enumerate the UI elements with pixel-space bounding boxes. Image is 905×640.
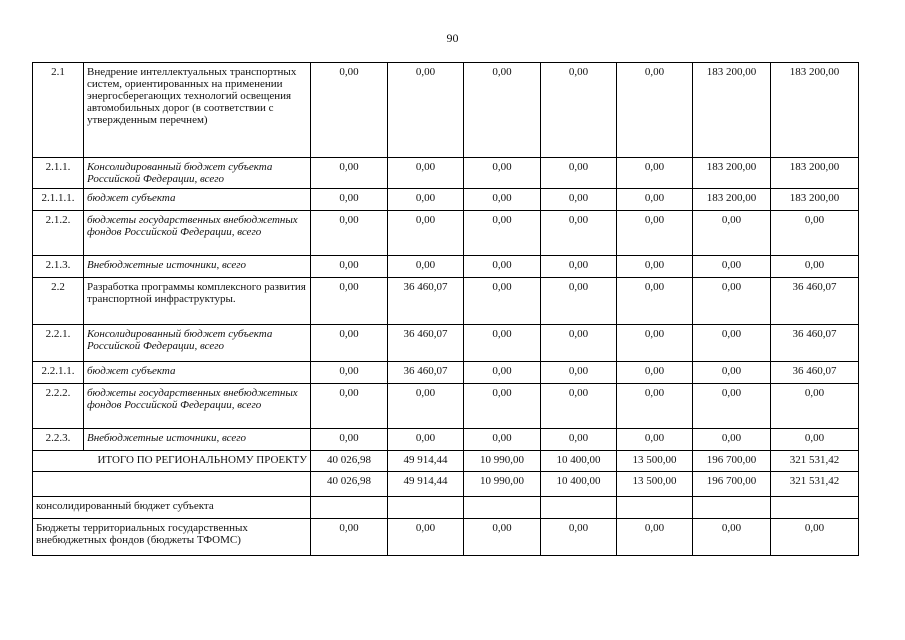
total-repeat-row bbox=[33, 472, 859, 497]
value-cell: 36 460,07 bbox=[388, 278, 464, 325]
value-cell: 0,00 bbox=[388, 189, 464, 211]
value-cell: 36 460,07 bbox=[771, 278, 859, 325]
value-cell: 0,00 bbox=[541, 384, 617, 429]
value-cell: 0,00 bbox=[464, 189, 541, 211]
row-name: Разработка программы комплексного развития транспортной инфраструктуры. bbox=[84, 278, 311, 325]
value-cell: 36 460,07 bbox=[388, 362, 464, 384]
total-value: 40 026,98 bbox=[311, 451, 388, 472]
value-cell: 0,00 bbox=[311, 362, 388, 384]
total-value: 10 400,00 bbox=[541, 451, 617, 472]
value-cell: 0,00 bbox=[311, 189, 388, 211]
value-cell: 36 460,07 bbox=[771, 325, 859, 362]
value-cell: 0,00 bbox=[541, 189, 617, 211]
value-cell: 0,00 bbox=[388, 429, 464, 451]
row-name: бюджет субъекта bbox=[84, 189, 311, 211]
row-number: 2.1 bbox=[33, 63, 84, 158]
value-cell: 0,00 bbox=[311, 325, 388, 362]
value-cell: 0,00 bbox=[541, 256, 617, 278]
row-number: 2.1.1.1. bbox=[33, 189, 84, 211]
value-cell: 0,00 bbox=[388, 63, 464, 158]
value-cell: 0,00 bbox=[617, 362, 693, 384]
value-cell: 0,00 bbox=[311, 384, 388, 429]
total-value: 40 026,98 bbox=[311, 472, 388, 497]
value-cell: 0,00 bbox=[693, 325, 771, 362]
row-name: Внебюджетные источники, всего bbox=[84, 256, 311, 278]
value-cell: 0,00 bbox=[617, 384, 693, 429]
value-cell: 0,00 bbox=[693, 256, 771, 278]
value-cell: 183 200,00 bbox=[693, 63, 771, 158]
value-cell: 0,00 bbox=[541, 325, 617, 362]
value-cell: 0,00 bbox=[541, 63, 617, 158]
table-row bbox=[33, 429, 859, 451]
row-number: 2.2.1. bbox=[33, 325, 84, 362]
total-row bbox=[33, 451, 859, 472]
empty-cell bbox=[541, 497, 617, 519]
value-cell: 0,00 bbox=[311, 278, 388, 325]
value-cell: 0,00 bbox=[464, 362, 541, 384]
row-name: бюджеты государственных внебюджетных фондов Российской Федерации, всего bbox=[84, 384, 311, 429]
total-value: 13 500,00 bbox=[617, 451, 693, 472]
value-cell: 0,00 bbox=[464, 278, 541, 325]
row-number: 2.2.2. bbox=[33, 384, 84, 429]
table-row bbox=[33, 278, 859, 325]
empty-cell bbox=[464, 497, 541, 519]
total-value: 196 700,00 bbox=[693, 472, 771, 497]
value-cell: 0,00 bbox=[311, 211, 388, 256]
value-cell: 0,00 bbox=[771, 384, 859, 429]
table-row bbox=[33, 63, 859, 158]
table-row bbox=[33, 362, 859, 384]
row-number: 2.2.3. bbox=[33, 429, 84, 451]
empty-cell bbox=[388, 497, 464, 519]
value-cell: 0,00 bbox=[541, 429, 617, 451]
value-cell: 0,00 bbox=[693, 519, 771, 556]
value-cell: 0,00 bbox=[771, 256, 859, 278]
value-cell: 0,00 bbox=[617, 256, 693, 278]
value-cell: 0,00 bbox=[617, 211, 693, 256]
table-row bbox=[33, 211, 859, 256]
value-cell: 0,00 bbox=[541, 362, 617, 384]
value-cell: 0,00 bbox=[311, 429, 388, 451]
total-value: 49 914,44 bbox=[388, 472, 464, 497]
value-cell: 0,00 bbox=[388, 158, 464, 189]
value-cell: 36 460,07 bbox=[388, 325, 464, 362]
empty-cell bbox=[617, 497, 693, 519]
total-value: 10 990,00 bbox=[464, 472, 541, 497]
total-value: 10 990,00 bbox=[464, 451, 541, 472]
value-cell: 0,00 bbox=[617, 429, 693, 451]
row-name: бюджет субъекта bbox=[84, 362, 311, 384]
consolidated-label: консолидированный бюджет субъекта bbox=[33, 497, 311, 519]
value-cell: 0,00 bbox=[693, 362, 771, 384]
table-row bbox=[33, 384, 859, 429]
value-cell: 183 200,00 bbox=[693, 189, 771, 211]
row-number: 2.2 bbox=[33, 278, 84, 325]
value-cell: 0,00 bbox=[617, 325, 693, 362]
total-value: 10 400,00 bbox=[541, 472, 617, 497]
total-value: 49 914,44 bbox=[388, 451, 464, 472]
empty-cell bbox=[693, 497, 771, 519]
value-cell: 0,00 bbox=[464, 256, 541, 278]
value-cell: 0,00 bbox=[617, 158, 693, 189]
value-cell: 36 460,07 bbox=[771, 362, 859, 384]
value-cell: 0,00 bbox=[388, 211, 464, 256]
empty-cell bbox=[311, 497, 388, 519]
value-cell: 0,00 bbox=[388, 384, 464, 429]
value-cell: 0,00 bbox=[693, 384, 771, 429]
value-cell: 0,00 bbox=[617, 63, 693, 158]
total-value: 321 531,42 bbox=[771, 472, 859, 497]
value-cell: 0,00 bbox=[771, 519, 859, 556]
row-number: 2.2.1.1. bbox=[33, 362, 84, 384]
row-name: Консолидированный бюджет субъекта Российской Федерации, всего bbox=[84, 325, 311, 362]
page-number: 90 bbox=[446, 31, 459, 45]
value-cell: 0,00 bbox=[388, 256, 464, 278]
total-value: 13 500,00 bbox=[617, 472, 693, 497]
value-cell: 0,00 bbox=[311, 256, 388, 278]
consolidated-row bbox=[33, 497, 859, 519]
value-cell: 0,00 bbox=[464, 63, 541, 158]
row-name: Консолидированный бюджет субъекта Российской Федерации, всего bbox=[84, 158, 311, 189]
empty-label-cell bbox=[33, 472, 311, 497]
tfoms-label: Бюджеты территориальных государственных внебюджетных фондов (бюджеты ТФОМС) bbox=[33, 519, 311, 556]
table-row bbox=[33, 325, 859, 362]
value-cell: 0,00 bbox=[311, 158, 388, 189]
row-number: 2.1.1. bbox=[33, 158, 84, 189]
row-number: 2.1.2. bbox=[33, 211, 84, 256]
row-name: Внедрение интеллектуальных транспортных систем, ориентированных на применении энергосберегающих технологий освещения автомобильных дорог (в соответствии с утвержденным перечнем) bbox=[84, 63, 311, 158]
value-cell: 0,00 bbox=[617, 519, 693, 556]
budget-table bbox=[32, 62, 859, 556]
value-cell: 0,00 bbox=[693, 429, 771, 451]
row-number: 2.1.3. bbox=[33, 256, 84, 278]
value-cell: 183 200,00 bbox=[693, 158, 771, 189]
value-cell: 183 200,00 bbox=[771, 63, 859, 158]
total-value: 321 531,42 bbox=[771, 451, 859, 472]
value-cell: 0,00 bbox=[541, 211, 617, 256]
value-cell: 0,00 bbox=[311, 519, 388, 556]
value-cell: 0,00 bbox=[388, 519, 464, 556]
table-row bbox=[33, 158, 859, 189]
value-cell: 0,00 bbox=[771, 211, 859, 256]
value-cell: 0,00 bbox=[617, 189, 693, 211]
value-cell: 0,00 bbox=[541, 158, 617, 189]
value-cell: 0,00 bbox=[541, 519, 617, 556]
value-cell: 0,00 bbox=[541, 278, 617, 325]
value-cell: 183 200,00 bbox=[771, 189, 859, 211]
total-label: ИТОГО ПО РЕГИОНАЛЬНОМУ ПРОЕКТУ bbox=[33, 451, 311, 472]
value-cell: 0,00 bbox=[311, 63, 388, 158]
value-cell: 0,00 bbox=[464, 211, 541, 256]
value-cell: 0,00 bbox=[693, 278, 771, 325]
row-name: Внебюджетные источники, всего bbox=[84, 429, 311, 451]
value-cell: 0,00 bbox=[464, 519, 541, 556]
value-cell: 183 200,00 bbox=[771, 158, 859, 189]
value-cell: 0,00 bbox=[464, 384, 541, 429]
value-cell: 0,00 bbox=[464, 429, 541, 451]
value-cell: 0,00 bbox=[771, 429, 859, 451]
value-cell: 0,00 bbox=[693, 211, 771, 256]
table-row bbox=[33, 256, 859, 278]
tfoms-row bbox=[33, 519, 859, 556]
empty-cell bbox=[771, 497, 859, 519]
value-cell: 0,00 bbox=[464, 158, 541, 189]
row-name: бюджеты государственных внебюджетных фондов Российской Федерации, всего bbox=[84, 211, 311, 256]
value-cell: 0,00 bbox=[464, 325, 541, 362]
table-row bbox=[33, 189, 859, 211]
total-value: 196 700,00 bbox=[693, 451, 771, 472]
value-cell: 0,00 bbox=[617, 278, 693, 325]
